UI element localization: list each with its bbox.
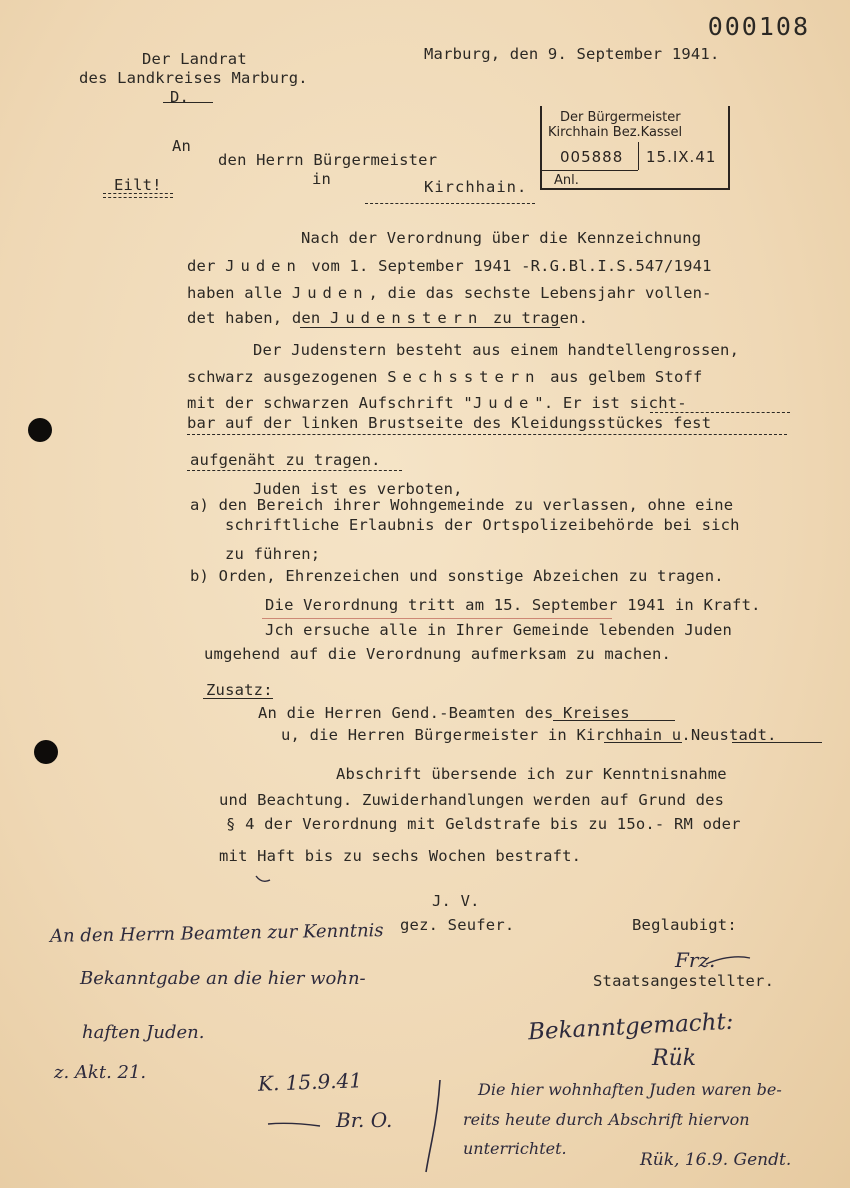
sender-reference: D.	[170, 88, 190, 106]
p2-line-4-text: bar auf der linken Brustseite des Kleidungsstückes fest	[187, 414, 712, 432]
addendum-underline-2	[604, 742, 682, 743]
addendum-text-3: § 4 der Verordnung mit Geldstrafe bis zu 15o.- RM oder	[226, 815, 741, 833]
p2-line-5-text: aufgenäht zu tragen.	[190, 451, 381, 469]
handwriting-note-3: unterrichtet.	[463, 1139, 567, 1158]
sender-reference-underline	[163, 102, 213, 103]
place-date: Marburg, den 9. September 1941.	[424, 45, 720, 63]
receipt-stamp	[540, 106, 730, 190]
p1-underline	[300, 327, 560, 328]
sender-line-1: Der Landrat	[142, 50, 247, 68]
recipient-in: in	[312, 170, 332, 188]
handwriting-left-3: haften Juden.	[82, 1022, 205, 1043]
urgent-underline-2	[103, 197, 173, 198]
stamp-number: 005888	[560, 148, 624, 166]
p1-line-1	[301, 231, 701, 247]
item-a-line-2: schriftliche Erlaubnis der Ortspolizeibehörde bei sich	[225, 516, 740, 534]
p2-line-2-spaced: Sechsstern	[387, 368, 541, 386]
handwriting-note-1: Die hier wohnhaften Juden waren be-	[478, 1080, 782, 1099]
handwriting-initial: Br. O.	[336, 1108, 393, 1132]
stamp-rule	[542, 170, 638, 171]
signature-signed: gez. Seufer.	[400, 916, 515, 934]
stamp-date: 15.IX.41	[646, 148, 717, 166]
handwriting-left-4: z. Akt. 21.	[54, 1062, 147, 1083]
addendum-text-2: und Beachtung. Zuwiderhandlungen werden auf Grund des	[219, 791, 725, 809]
p2-line-4	[187, 416, 711, 432]
p1-line-3-spaced: Juden	[291, 284, 369, 302]
p2-line-3-spaced: Jude	[472, 394, 535, 412]
p1-line-2-pre: der	[187, 257, 216, 275]
prohibition-intro: Juden ist es verboten,	[253, 480, 463, 498]
request-line-2: umgehend auf die Verordnung aufmerksam zu machen.	[204, 645, 672, 663]
p1-line-3	[187, 286, 712, 302]
p2-line-2-pre: schwarz ausgezogenen	[187, 368, 378, 386]
p1-line-2-post: vom 1. September 1941 -R.G.Bl.I.S.547/1941	[311, 257, 712, 275]
addendum-recipients-1: An die Herren Gend.-Beamten des Kreises	[258, 704, 630, 722]
p1-line-4-post: zu tragen.	[492, 309, 589, 327]
handwriting-date: K. 15.9.41	[257, 1068, 363, 1096]
addendum-recipients-2: u, die Herren Bürgermeister in Kirchhain u.Neustadt.	[281, 726, 777, 744]
addendum-text-1: Abschrift übersende ich zur Kenntnisnahme	[336, 765, 727, 783]
stamp-divider	[638, 142, 639, 170]
handwriting-left-2: Bekanntgabe an die hier wohn-	[80, 968, 366, 989]
item-a-line-1: a) den Bereich ihrer Wohngemeinde zu verlassen, ohne eine	[190, 496, 734, 514]
p1-line-1-text: Nach der Verordnung über die Kennzeichnung	[301, 229, 702, 247]
recipient-place-underline	[365, 203, 535, 204]
punch-hole-bottom	[34, 740, 58, 764]
handwriting-sig-mid: Rük	[652, 1046, 697, 1071]
p2-line-1	[253, 343, 739, 359]
recipient-an: An	[172, 137, 192, 155]
addendum-underline-1	[553, 720, 675, 721]
punch-hole-top	[28, 418, 52, 442]
stamp-line-2: Kirchhain Bez.Kassel	[548, 125, 683, 140]
handwriting-bekanntgemacht: Bekanntgemacht:	[527, 1008, 735, 1046]
p2-line-3-post: ". Er ist sicht-	[534, 394, 687, 412]
handwriting-note-2: reits heute durch Abschrift hiervon	[463, 1110, 750, 1129]
p1-line-3-pre: haben alle	[187, 284, 283, 302]
p2-line-2-post: aus gelbem Stoff	[550, 368, 703, 386]
p2-line-5	[190, 453, 381, 469]
p1-line-2	[187, 259, 712, 275]
handwriting-note-4: Rük, 16.9. Gendt.	[640, 1150, 792, 1170]
item-a-line-3: zu führen;	[225, 545, 321, 563]
p1-line-4-pre: det haben, den	[187, 309, 321, 327]
p2-underline-3	[187, 470, 402, 471]
p2-line-3	[187, 396, 687, 412]
p1-line-4-spaced: Judenstern	[330, 309, 484, 327]
effective-date: Die Verordnung tritt am 15. September 1941 in Kraft.	[265, 596, 761, 614]
recipient-line-1: den Herrn Bürgermeister	[218, 151, 438, 169]
urgent-mark: Eilt!	[114, 176, 162, 194]
addendum-underline-3	[732, 742, 822, 743]
stamp-line-1: Der Bürgermeister	[560, 110, 681, 125]
item-b: b) Orden, Ehrenzeichen und sonstige Abzeichen zu tragen.	[190, 567, 724, 585]
p1-line-4	[187, 311, 588, 327]
signature-title: Staatsangestellter.	[593, 972, 775, 990]
addendum-text-4: mit Haft bis zu sechs Wochen bestraft.	[219, 847, 582, 865]
p2-line-1-text: Der Judenstern besteht aus einem handtellengrossen,	[253, 341, 740, 359]
handwriting-sig-top: Frz.	[675, 948, 716, 972]
p2-line-3-pre: mit der schwarzen Aufschrift "	[187, 394, 473, 412]
urgent-underline-1	[103, 193, 173, 194]
p2-underline-1	[650, 412, 790, 413]
signature-jv: J. V.	[432, 892, 480, 910]
p1-line-3-post: , die das sechste Lebensjahr vollen-	[368, 284, 712, 302]
document-number: 000108	[707, 12, 810, 41]
addendum-label: Zusatz:	[206, 681, 273, 699]
effective-date-underline	[262, 618, 612, 619]
addendum-label-underline	[203, 698, 273, 699]
stamp-attachment: Anl.	[554, 173, 579, 188]
p1-line-2-spaced: Juden	[225, 257, 302, 275]
p2-underline-2	[187, 434, 787, 435]
handwriting-left-1: An den Herrn Beamten zur Kenntnis	[49, 920, 384, 947]
request-line-1: Jch ersuche alle in Ihrer Gemeinde lebenden Juden	[265, 621, 733, 639]
p2-line-2	[187, 370, 703, 386]
signature-certified: Beglaubigt:	[632, 916, 737, 934]
sender-line-2: des Landkreises Marburg.	[79, 69, 308, 87]
recipient-place: Kirchhain.	[424, 178, 528, 196]
